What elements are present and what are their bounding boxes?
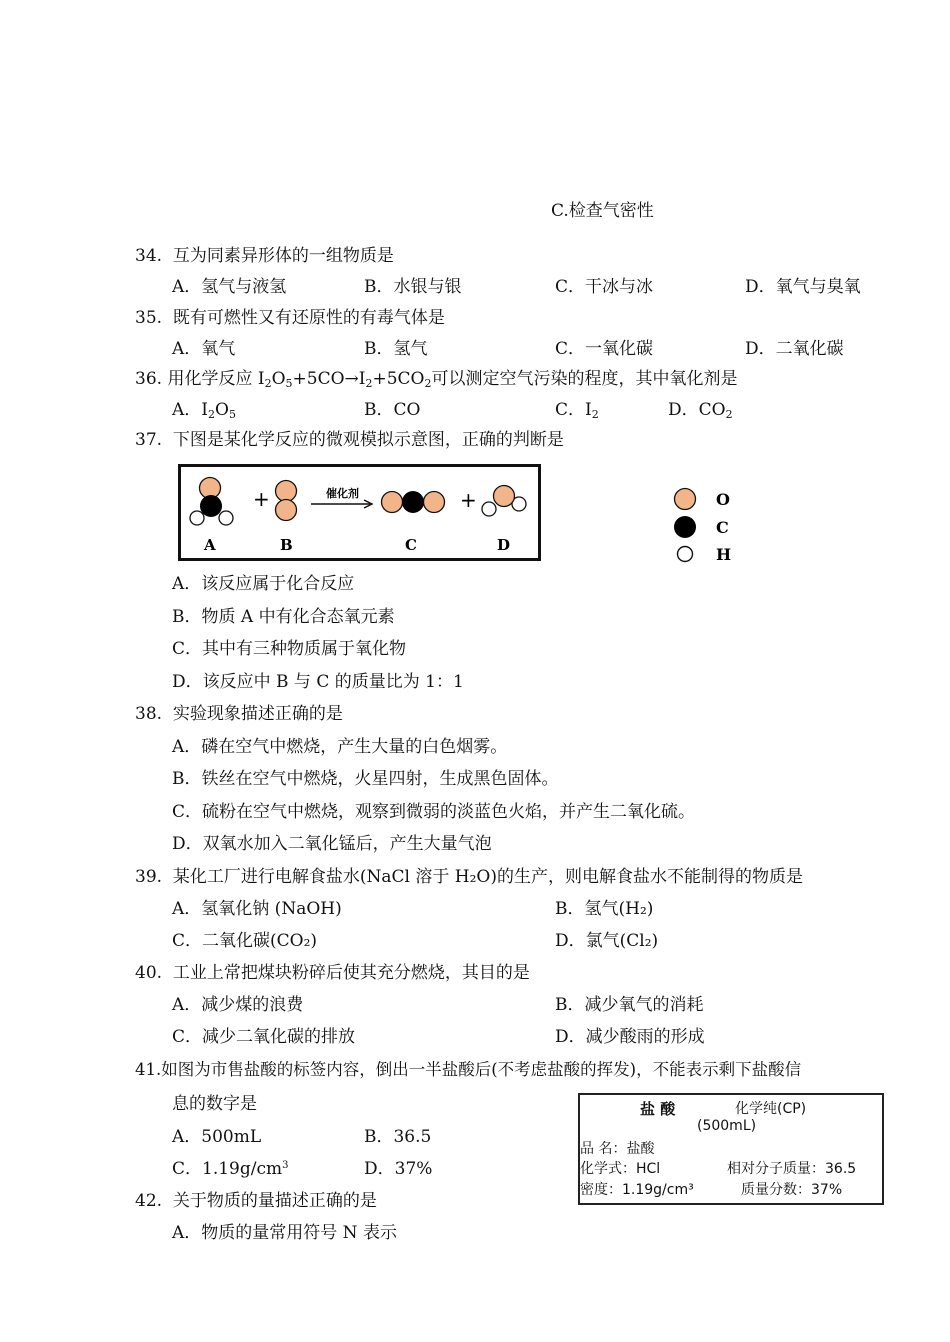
option-39-d: D．氯气(Cl₂)	[555, 931, 659, 951]
option-35-a: A．氧气	[172, 339, 236, 359]
question-41: 41.如图为市售盐酸的标签内容，倒出一半盐酸后(不考虑盐酸的挥发)，不能表示剩下盐酸信	[135, 1060, 802, 1079]
option-34-c: C．干冰与冰	[555, 277, 654, 297]
molecule-d	[482, 486, 526, 517]
option-40-b: B．减少氧气的消耗	[555, 995, 704, 1015]
question-35: 35. 既有可燃性又有还原性的有毒气体是	[135, 308, 445, 328]
question-36: 36. 用化学反应 $I_2O_5+5CO\to I_2+5CO_2$可以测定空气污染的程度，其中氧化剂是	[135, 369, 738, 390]
acid-label-grade: 化学纯(CP)	[735, 1101, 807, 1117]
molecule-c	[382, 491, 445, 513]
carbon-atom	[200, 495, 222, 517]
acid-label-mass-fraction: 质量分数：37%	[741, 1182, 843, 1198]
option-40-d: D．减少酸雨的形成	[555, 1027, 705, 1047]
oxygen-legend-icon	[675, 489, 696, 510]
question-34: 34. 互为同素异形体的一组物质是	[135, 246, 394, 266]
acid-label-formula: 化学式：HCl	[580, 1161, 661, 1177]
option-37-b: B．物质 A 中有化合态氧元素	[172, 607, 395, 627]
catalyst-label: 催化剂	[326, 487, 359, 500]
oxygen-atom	[276, 500, 297, 521]
legend-c: C	[716, 518, 729, 537]
question-38: 38. 实验现象描述正确的是	[135, 704, 343, 724]
option-39-a: A．氢氧化钠 (NaOH)	[172, 899, 342, 919]
legend-h: H	[716, 545, 732, 564]
option-34-b: B．水银与银	[364, 277, 462, 297]
oxygen-atom	[494, 486, 515, 507]
top-caption: C.检查气密性	[551, 201, 654, 221]
reaction-diagram	[178, 464, 542, 562]
question-42: 42. 关于物质的量描述正确的是	[135, 1191, 377, 1211]
acid-label-density: 密度：1.19g/cm³	[580, 1182, 694, 1198]
option-41-c: C．$1.19g/cm^3$	[172, 1159, 289, 1179]
option-36-c: C．$I_2$	[555, 400, 599, 421]
label-c: C	[405, 536, 417, 554]
hydrogen-atom	[482, 502, 496, 516]
acid-label	[578, 1093, 884, 1205]
oxygen-atom	[424, 492, 445, 513]
molecule-a	[190, 478, 233, 526]
option-37-c: C．其中有三种物质属于氧化物	[172, 639, 407, 659]
question-37: 37. 下图是某化学反应的微观模拟示意图，正确的判断是	[135, 430, 564, 450]
label-b: B	[280, 536, 293, 554]
option-38-b: B．铁丝在空气中燃烧，火星四射，生成黑色固体。	[172, 769, 559, 789]
option-38-a: A．磷在空气中燃烧，产生大量的白色烟雾。	[172, 737, 508, 757]
option-38-c: C．硫粉在空气中燃烧，观察到微弱的淡蓝色火焰，并产生二氧化硫。	[172, 802, 696, 822]
carbon-atom	[402, 491, 424, 513]
option-37-d: D．该反应中 B 与 C 的质量比为 1：1	[172, 672, 464, 692]
option-35-c: C．一氧化碳	[555, 339, 654, 359]
plus-sign: +	[460, 488, 477, 512]
option-34-a: A．氢气与液氢	[172, 277, 287, 297]
option-41-a: A．500mL	[172, 1127, 262, 1147]
option-35-d: D．二氧化碳	[745, 339, 844, 359]
acid-label-volume: (500mL)	[697, 1118, 757, 1134]
option-35-b: B．氢气	[364, 339, 428, 359]
acid-label-molar-mass: 相对分子质量：36.5	[727, 1161, 857, 1177]
option-42-a: A．物质的量常用符号 N 表示	[172, 1223, 397, 1243]
option-36-d: D．$CO_2$	[668, 400, 733, 421]
option-40-c: C．减少二氧化碳的排放	[172, 1027, 356, 1047]
oxygen-atom	[382, 492, 403, 513]
label-d: D	[497, 536, 511, 554]
question-41-continued: 息的数字是	[172, 1094, 257, 1114]
question-39: 39. 某化工厂进行电解食盐水(NaCl 溶于 H₂O)的生产，则电解食盐水不能制得的物质是	[135, 867, 803, 887]
atom-legend	[670, 484, 740, 568]
hydrogen-atom	[219, 511, 233, 525]
hydrogen-legend-icon	[678, 547, 693, 562]
option-41-b: B．36.5	[364, 1127, 432, 1147]
option-36-a: A．$I_2O_5$	[172, 400, 236, 421]
option-39-c: C．二氧化碳(CO₂)	[172, 931, 318, 951]
option-39-b: B．氢气(H₂)	[555, 899, 654, 919]
option-34-d: D．氧气与臭氧	[745, 277, 861, 297]
hydrogen-atom	[190, 511, 204, 525]
option-38-d: D．双氧水加入二氧化锰后，产生大量气泡	[172, 834, 492, 854]
oxygen-atom	[276, 481, 297, 502]
legend-o: O	[716, 490, 730, 509]
label-a: A	[204, 536, 216, 554]
molecule-b	[276, 481, 297, 521]
carbon-legend-icon	[674, 516, 696, 538]
option-40-a: A．减少煤的浪费	[172, 995, 304, 1015]
option-36-b: B．CO	[364, 400, 421, 420]
question-40: 40. 工业上常把煤块粉碎后使其充分燃烧，其目的是	[135, 963, 530, 983]
acid-label-product-name: 品 名：盐酸	[580, 1141, 655, 1157]
option-41-d: D．37%	[364, 1159, 433, 1179]
plus-sign: +	[253, 487, 270, 511]
option-37-a: A．该反应属于化合反应	[172, 574, 355, 594]
acid-label-name: 盐 酸	[640, 1100, 676, 1118]
